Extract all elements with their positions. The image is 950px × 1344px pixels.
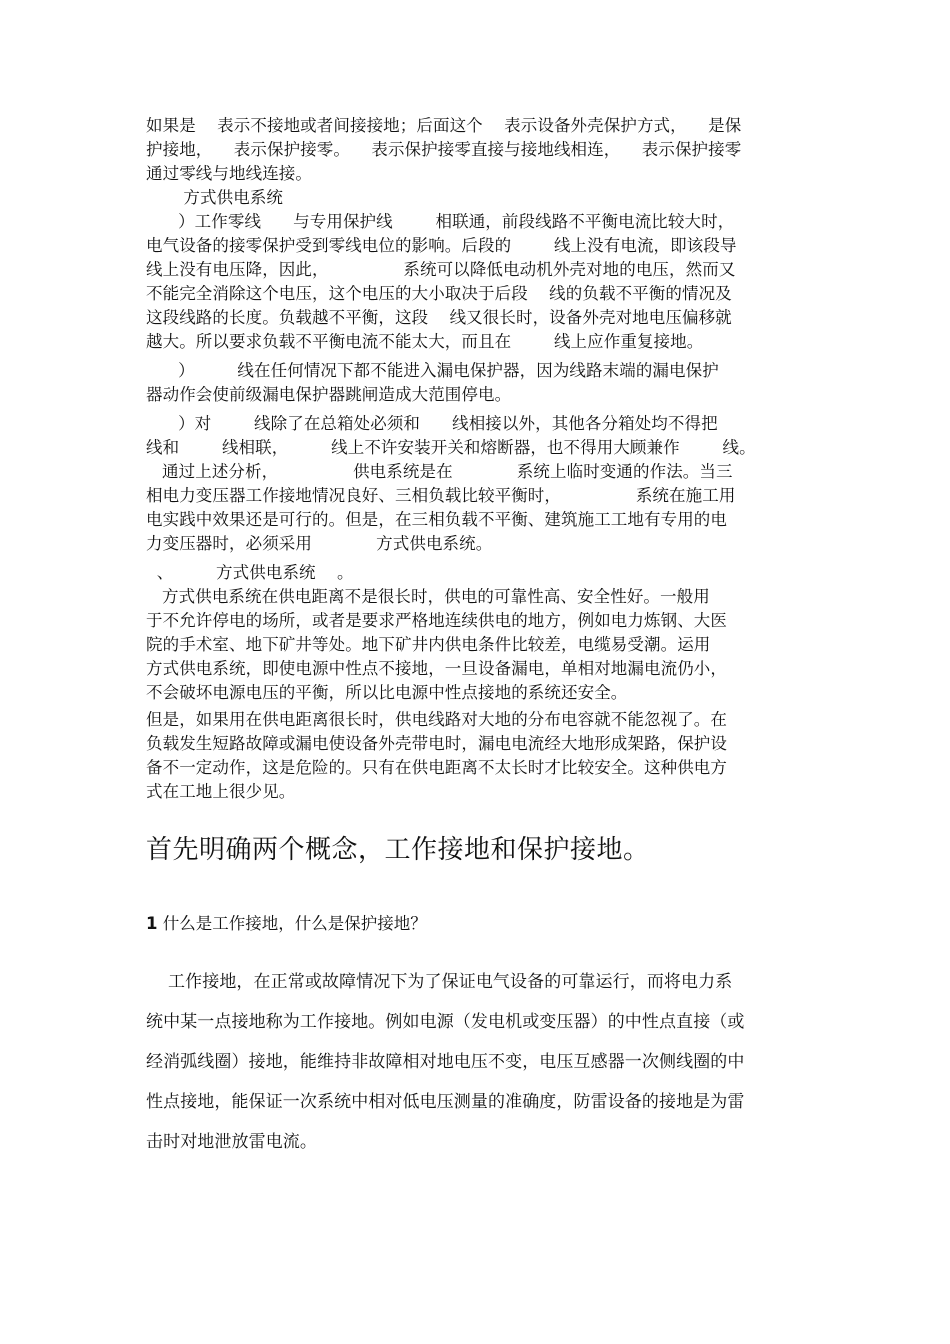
text-line: 电实践中效果还是可行的。但是，在三相负载不平衡、建筑施工工地有专用的电 <box>146 510 727 529</box>
section-heading: 首先明确两个概念，工作接地和保护接地。 <box>146 835 650 865</box>
text-line: 方式供电系统在供电距离不是很长时，供电的可靠性高、安全性好。一般用 <box>146 587 710 606</box>
text-line: 于不允许停电的场所，或者是要求严格地连续供电的地方，例如电力炼钢、大医 <box>146 611 727 630</box>
text-line: 越大。所以要求负载不平衡电流不能太大，而且在 线上应作重复接地。 <box>146 332 704 351</box>
text-line: 通过上述分析， 供电系统是在 系统上临时变通的作法。当三 <box>146 462 733 481</box>
body-text-lower <box>146 968 806 1158</box>
question-number: 1 <box>146 914 158 933</box>
text-line: 方式供电系统，即使电源中性点不接地，一旦设备漏电，单相对地漏电流仍小， <box>146 659 727 678</box>
text-line: 备不一定动作，这是危险的。只有在供电距离不太长时才比较安全。这种供电方 <box>146 758 727 777</box>
text-line: 击时对地泄放雷电流。 <box>146 1132 317 1152</box>
text-line: 如果是 表示不接地或者间接接地；后面这个 表示设备外壳保护方式， 是保 <box>146 116 742 135</box>
text-line: 负载发生短路故障或漏电使设备外壳带电时，漏电电流经大地形成架路，保护设 <box>146 734 727 753</box>
text-line: 线和 线相联， 线上不许安装开关和熔断器，也不得用大顾兼作 线。 <box>146 438 756 457</box>
text-line: 方式供电系统 <box>146 188 284 207</box>
text-line: 不能完全消除这个电压，这个电压的大小取决于后段 线的负载不平衡的情况及 <box>146 284 732 303</box>
body-text-upper <box>146 114 806 801</box>
text-line: 通过零线与地线连接。 <box>146 164 312 183</box>
text-line: 护接地， 表示保护接零。 表示保护接零直接与接地线相连， 表示保护接零 <box>146 140 742 159</box>
text-line: 线上没有电压降，因此， 系统可以降低电动机外壳对地的电压，然而又 <box>146 260 736 279</box>
text-line: 不会破坏电源电压的平衡，所以比电源中性点接地的系统还安全。 <box>146 683 628 702</box>
text-line: 、 方式供电系统 。 <box>146 563 354 582</box>
question-text: 什么是工作接地，什么是保护接地？ <box>157 914 427 933</box>
text-line: 相电力变压器工作接地情况良好、三相负载比较平衡时， 系统在施工用 <box>146 486 736 505</box>
text-line: ） 线在任何情况下都不能进入漏电保护器，因为线路末端的漏电保护 <box>146 361 719 380</box>
text-line: ）对 线除了在总箱处必须和 线相接以外，其他各分箱处均不得把 <box>146 414 718 433</box>
text-line: 统中某一点接地称为工作接地。例如电源（发电机或变压器）的中性点直接（或 <box>146 1012 745 1032</box>
text-line: 院的手术室、地下矿井等处。地下矿井内供电条件比较差，电缆易受潮。运用 <box>146 635 711 654</box>
question-heading <box>146 912 427 936</box>
text-line: 这段线路的长度。负载越不平衡，这段 线又很长时，设备外壳对地电压偏移就 <box>146 308 732 327</box>
text-line: 电气设备的接零保护受到零线电位的影响。后段的 线上没有电流，即该段导 <box>146 236 737 255</box>
text-line: 工作接地，在正常或故障情况下为了保证电气设备的可靠运行，而将电力系 <box>146 972 733 992</box>
text-line: ）工作零线 与专用保护线 相联通，前段线路不平衡电流比较大时， <box>146 212 735 231</box>
text-line: 性点接地，能保证一次系统中相对低电压测量的准确度，防雷设备的接地是为雷 <box>146 1092 745 1112</box>
text-line: 经消弧线圈）接地，能维持非故障相对地电压不变，电压互感器一次侧线圈的中 <box>146 1052 745 1072</box>
text-line: 式在工地上很少见。 <box>146 782 296 801</box>
text-line: 但是，如果用在供电距离很长时，供电线路对大地的分布电容就不能忽视了。在 <box>146 710 727 729</box>
text-line: 器动作会使前级漏电保护器跳闸造成大范围停电。 <box>146 385 512 404</box>
text-line: 力变压器时，必须采用 方式供电系统。 <box>146 534 493 553</box>
